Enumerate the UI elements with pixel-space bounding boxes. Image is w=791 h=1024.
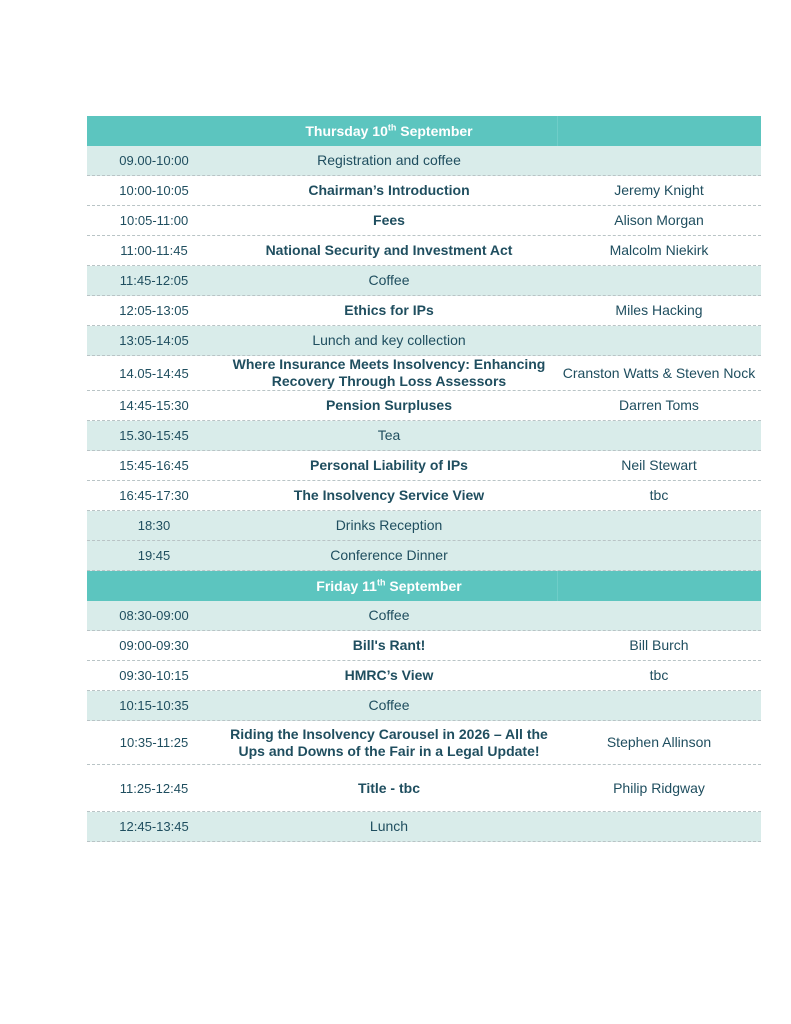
session-time: 16:45-17:30 <box>119 488 189 503</box>
session-speaker: Neil Stewart <box>621 457 697 473</box>
session-time: 10:05-11:00 <box>119 213 189 228</box>
day-header-thursday <box>87 116 761 146</box>
schedule-row <box>87 176 761 206</box>
day-header-friday <box>87 571 761 601</box>
schedule-row <box>87 266 761 296</box>
header-spacer <box>87 571 221 601</box>
schedule-row <box>87 661 761 691</box>
schedule-row <box>87 296 761 326</box>
session-title: Where Insurance Meets Insolvency: Enhancing Recovery Through Loss Assessors <box>232 356 546 389</box>
schedule-row <box>87 421 761 451</box>
day-title: Thursday 10th September <box>305 122 473 139</box>
session-title: National Security and Investment Act <box>265 242 513 258</box>
schedule-row <box>87 206 761 236</box>
schedule-row <box>87 541 761 571</box>
session-time: 19:45 <box>137 548 171 563</box>
session-time: 10:00-10:05 <box>119 183 189 198</box>
session-time: 14.05-14:45 <box>119 365 189 381</box>
session-title: Lunch <box>369 818 409 834</box>
schedule-row <box>87 631 761 661</box>
session-title: The Insolvency Service View <box>293 487 485 503</box>
session-time: 15:45-16:45 <box>119 458 189 473</box>
session-speaker: Jeremy Knight <box>614 182 704 198</box>
session-title: Coffee <box>368 607 410 623</box>
session-title: Lunch and key collection <box>312 332 466 348</box>
schedule-row <box>87 356 761 391</box>
session-title: Coffee <box>368 272 410 288</box>
schedule-row <box>87 146 761 176</box>
session-title: Personal Liability of IPs <box>310 457 468 473</box>
session-time: 11:45-12:05 <box>119 273 189 288</box>
session-speaker: Stephen Allinson <box>606 734 712 750</box>
session-title: Tea <box>377 427 401 443</box>
session-time: 08:30-09:00 <box>119 608 189 623</box>
session-speaker: Cranston Watts & Steven Nock <box>562 364 756 381</box>
session-speaker: Alison Morgan <box>614 212 704 228</box>
day-title: Friday 11th September <box>316 577 462 594</box>
header-spacer <box>87 116 221 146</box>
session-title: Ethics for IPs <box>344 302 434 318</box>
session-title: Bill's Rant! <box>352 637 426 653</box>
session-speaker: Miles Hacking <box>615 302 703 318</box>
session-title: Riding the Insolvency Carousel in 2026 – All the Ups and Downs of the Fair in a Legal Update! <box>230 725 548 759</box>
schedule-row <box>87 326 761 356</box>
session-time: 09:00-09:30 <box>119 638 189 653</box>
session-time: 11:25-12:45 <box>119 780 189 796</box>
session-time: 10:15-10:35 <box>119 698 189 713</box>
session-time: 18:30 <box>137 518 171 533</box>
session-title: Pension Surpluses <box>325 397 453 413</box>
session-speaker: Philip Ridgway <box>613 779 705 796</box>
session-speaker: tbc <box>649 667 669 683</box>
schedule-row <box>87 451 761 481</box>
session-speaker: tbc <box>649 487 669 503</box>
header-spacer <box>557 116 761 146</box>
session-time: 15.30-15:45 <box>119 428 189 443</box>
schedule-row <box>87 236 761 266</box>
session-title: Title - tbc <box>358 779 420 796</box>
session-title: HMRC’s View <box>344 667 434 683</box>
schedule-row <box>87 721 761 765</box>
session-time: 11:00-11:45 <box>120 243 188 258</box>
schedule-row <box>87 391 761 421</box>
session-time: 12:05-13:05 <box>119 303 189 318</box>
session-title: Chairman’s Introduction <box>308 182 470 198</box>
session-time: 09.00-10:00 <box>119 153 189 168</box>
schedule-row <box>87 481 761 511</box>
session-time: 12:45-13:45 <box>119 819 189 834</box>
session-speaker: Darren Toms <box>619 397 699 413</box>
session-title: Coffee <box>368 697 410 713</box>
session-title: Fees <box>373 212 405 228</box>
session-time: 09:30-10:15 <box>119 668 189 683</box>
session-title: Registration and coffee <box>317 152 461 168</box>
session-time: 10:35-11:25 <box>119 735 189 750</box>
session-time: 14:45-15:30 <box>119 398 189 413</box>
session-title: Drinks Reception <box>335 517 443 533</box>
session-speaker: Malcolm Niekirk <box>609 242 709 258</box>
schedule-row <box>87 511 761 541</box>
conference-schedule <box>87 116 761 842</box>
session-title: Conference Dinner <box>330 547 448 563</box>
session-speaker: Bill Burch <box>629 637 689 653</box>
schedule-row <box>87 691 761 721</box>
session-time: 13:05-14:05 <box>119 333 189 348</box>
schedule-row <box>87 765 761 812</box>
schedule-row <box>87 601 761 631</box>
schedule-row <box>87 812 761 842</box>
header-spacer <box>557 571 761 601</box>
